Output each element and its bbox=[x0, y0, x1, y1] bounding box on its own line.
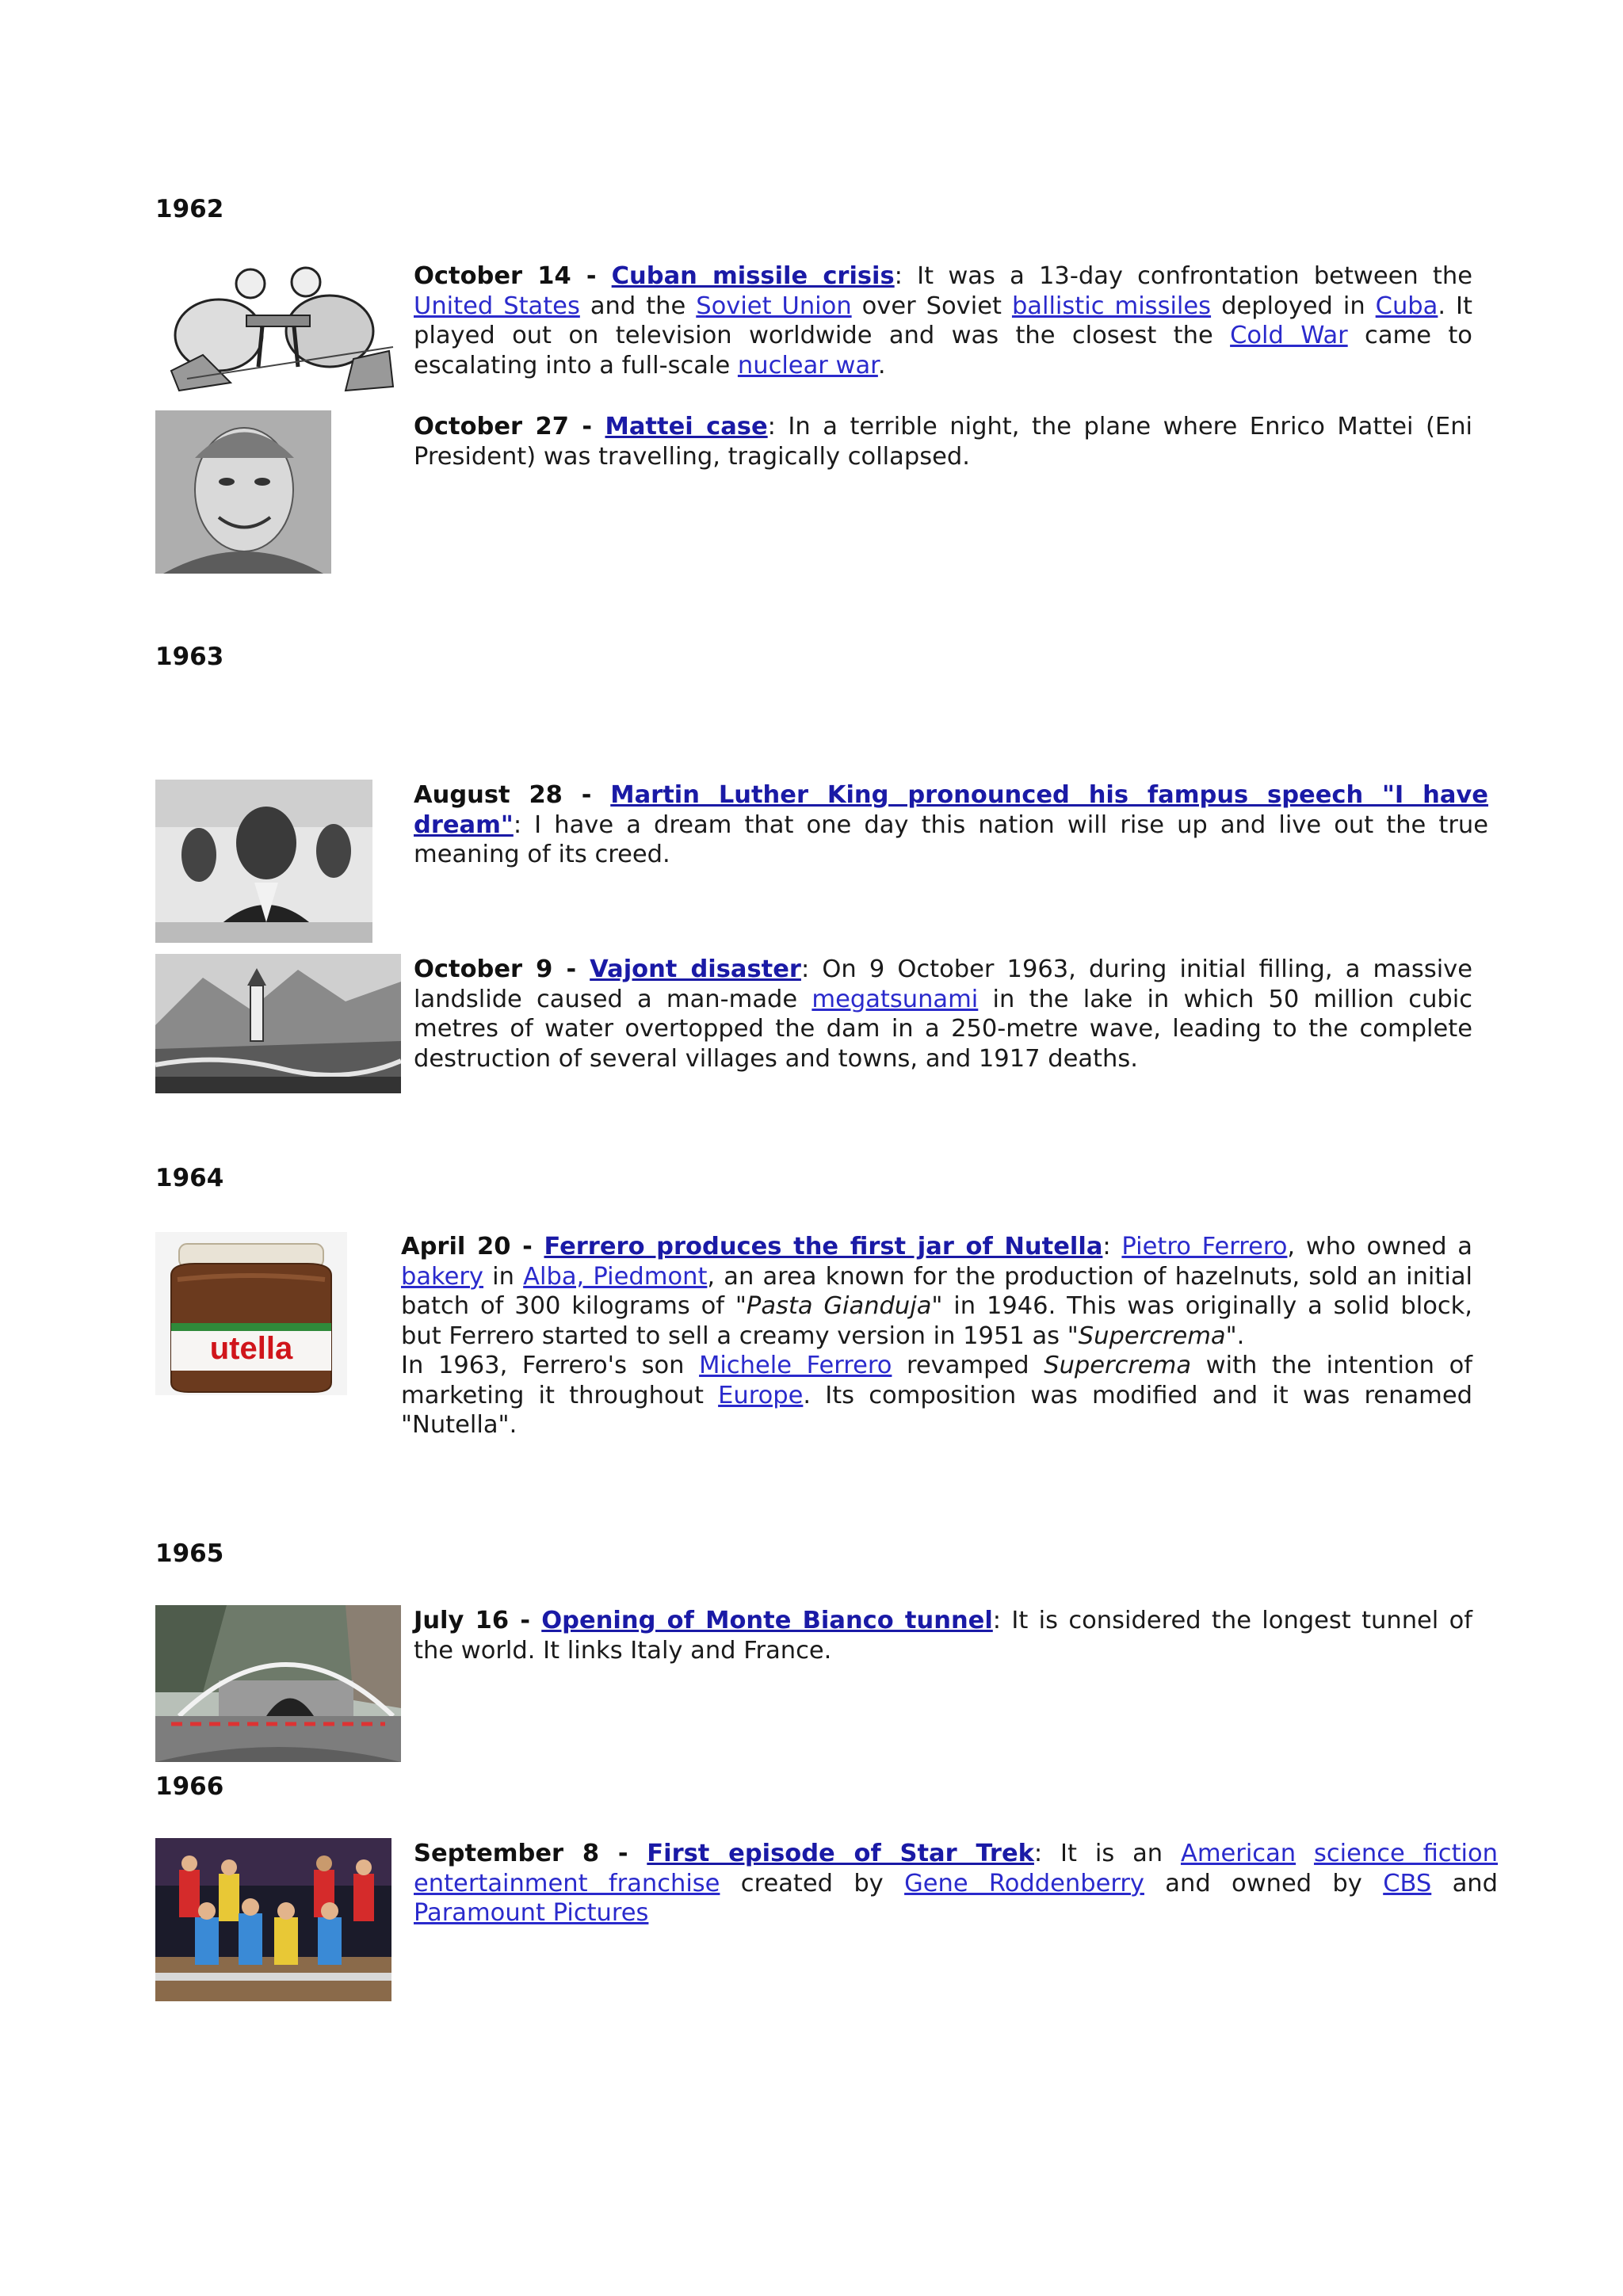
entry-mlk-speech: August 28 - Martin Luther King pronounced his fampus speech "I have dream": I have a dream that one day this nation will rise up and live out the true meaning of its creed. bbox=[414, 781, 1488, 868]
pietro-ferrero-link[interactable]: Pietro Ferrero bbox=[1121, 1233, 1288, 1261]
paramount-pictures-link[interactable]: Paramount Pictures bbox=[414, 1899, 649, 1927]
cuban-crisis-cartoon-image bbox=[155, 260, 401, 395]
gene-roddenberry-link[interactable]: Gene Roddenberry bbox=[904, 1869, 1144, 1897]
entry-nutella bbox=[401, 1232, 1472, 1440]
megatsunami-link[interactable]: megatsunami bbox=[812, 985, 979, 1013]
alba-piedmont-link[interactable]: Alba, Piedmont bbox=[523, 1262, 708, 1291]
vajont-disaster-link[interactable]: Vajont disaster bbox=[590, 955, 801, 983]
united-states-link[interactable]: United States bbox=[414, 292, 580, 320]
entry-cuban-missile-crisis: October 14 - Cuban missile crisis: It was a 13-day confrontation between the United States and the Soviet Union over Soviet ballistic missiles deployed in Cuba. It played out on television worldwide and was the closest the Cold War came to escalating into a full-scale nuclear war. bbox=[414, 262, 1473, 379]
entry-date: August 28 - bbox=[414, 781, 611, 809]
year-heading-1962: 1962 bbox=[155, 195, 224, 223]
martin-luther-king-photo bbox=[155, 780, 372, 943]
nutella-paragraph-2: In 1963, Ferrero's son Michele Ferrero revamped Supercrema with the intention of marketing it throughout Europe. Its composition was modified and it was renamed "Nutella". bbox=[401, 1352, 1472, 1439]
entry-date: July 16 - bbox=[414, 1607, 542, 1634]
ballistic-missiles-link[interactable]: ballistic missiles bbox=[1011, 292, 1212, 320]
cuba-link[interactable]: Cuba bbox=[1375, 292, 1438, 320]
cbs-link[interactable]: CBS bbox=[1383, 1869, 1432, 1897]
cold-war-link[interactable]: Cold War bbox=[1230, 322, 1348, 349]
entry-vajont-disaster: October 9 - Vajont disaster: On 9 October 1963, during initial filling, a massive landslide caused a man-made megatsunami in the lake in which 50 million cubic metres of water overtopped the dam in a 250-metre wave, leading to the complete destruction of several villages and towns, and 1917 deaths. bbox=[414, 955, 1473, 1073]
nutella-jar-photo bbox=[155, 1232, 347, 1395]
entry-mattei-case: October 27 - Mattei case: In a terrible night, the plane where Enrico Mattei (Eni President) was travelling, tragically collapsed. bbox=[414, 413, 1472, 471]
entry-date: April 20 - bbox=[401, 1233, 544, 1261]
cuban-missile-crisis-link[interactable]: Cuban missile crisis bbox=[611, 262, 895, 290]
enrico-mattei-photo bbox=[155, 410, 331, 574]
europe-link[interactable]: Europe bbox=[718, 1381, 804, 1409]
american-link[interactable]: American bbox=[1180, 1840, 1296, 1867]
michele-ferrero-link[interactable]: Michele Ferrero bbox=[699, 1352, 892, 1379]
entry-date: October 27 - bbox=[414, 413, 605, 441]
star-trek-first-episode-link[interactable]: First episode of Star Trek bbox=[647, 1840, 1034, 1867]
vajont-disaster-photo bbox=[155, 954, 401, 1093]
mattei-case-link[interactable]: Mattei case bbox=[605, 413, 768, 441]
bakery-link[interactable]: bakery bbox=[401, 1262, 483, 1291]
star-trek-cast-photo bbox=[155, 1838, 391, 2001]
monte-bianco-tunnel-photo bbox=[155, 1605, 401, 1762]
year-heading-1965: 1965 bbox=[155, 1539, 224, 1568]
entry-date: October 14 - bbox=[414, 262, 612, 290]
year-heading-1964: 1964 bbox=[155, 1164, 224, 1192]
nutella-label-text: utella bbox=[209, 1331, 293, 1366]
entertainment-franchise-link[interactable]: entertainment franchise bbox=[414, 1869, 720, 1897]
science-fiction-link[interactable]: science fiction bbox=[1313, 1840, 1498, 1867]
year-heading-1966: 1966 bbox=[155, 1772, 224, 1801]
monte-bianco-tunnel-link[interactable]: Opening of Monte Bianco tunnel bbox=[541, 1607, 993, 1634]
mlk-speech-link[interactable]: Martin Luther King pronounced his fampus speech "I have dream" bbox=[414, 781, 1488, 839]
entry-date: September 8 - bbox=[414, 1840, 647, 1867]
soviet-union-link[interactable]: Soviet Union bbox=[696, 292, 852, 320]
entry-monte-bianco-tunnel: July 16 - Opening of Monte Bianco tunnel: It is considered the longest tunnel of the world. It links Italy and France. bbox=[414, 1607, 1472, 1665]
year-heading-1963: 1963 bbox=[155, 643, 224, 671]
entry-date: October 9 - bbox=[414, 955, 590, 983]
nuclear-war-link[interactable]: nuclear war bbox=[737, 351, 878, 379]
nutella-paragraph-1: April 20 - Ferrero produces the first jar of Nutella: Pietro Ferrero, who owned a bakery in Alba, Piedmont, an area known for the production of hazelnuts, sold an initial batch of 300 kilograms of "Pasta Gianduja" in 1946. This was originally a solid block, but Ferrero started to sell a creamy version in 1951 as "Supercrema". bbox=[401, 1233, 1473, 1350]
entry-star-trek: September 8 - First episode of Star Trek: It is an American science fiction entertainment franchise created by Gene Roddenberry and owned by CBS and Paramount Pictures bbox=[414, 1840, 1498, 1927]
nutella-first-jar-link[interactable]: Ferrero produces the first jar of Nutella bbox=[544, 1233, 1103, 1261]
